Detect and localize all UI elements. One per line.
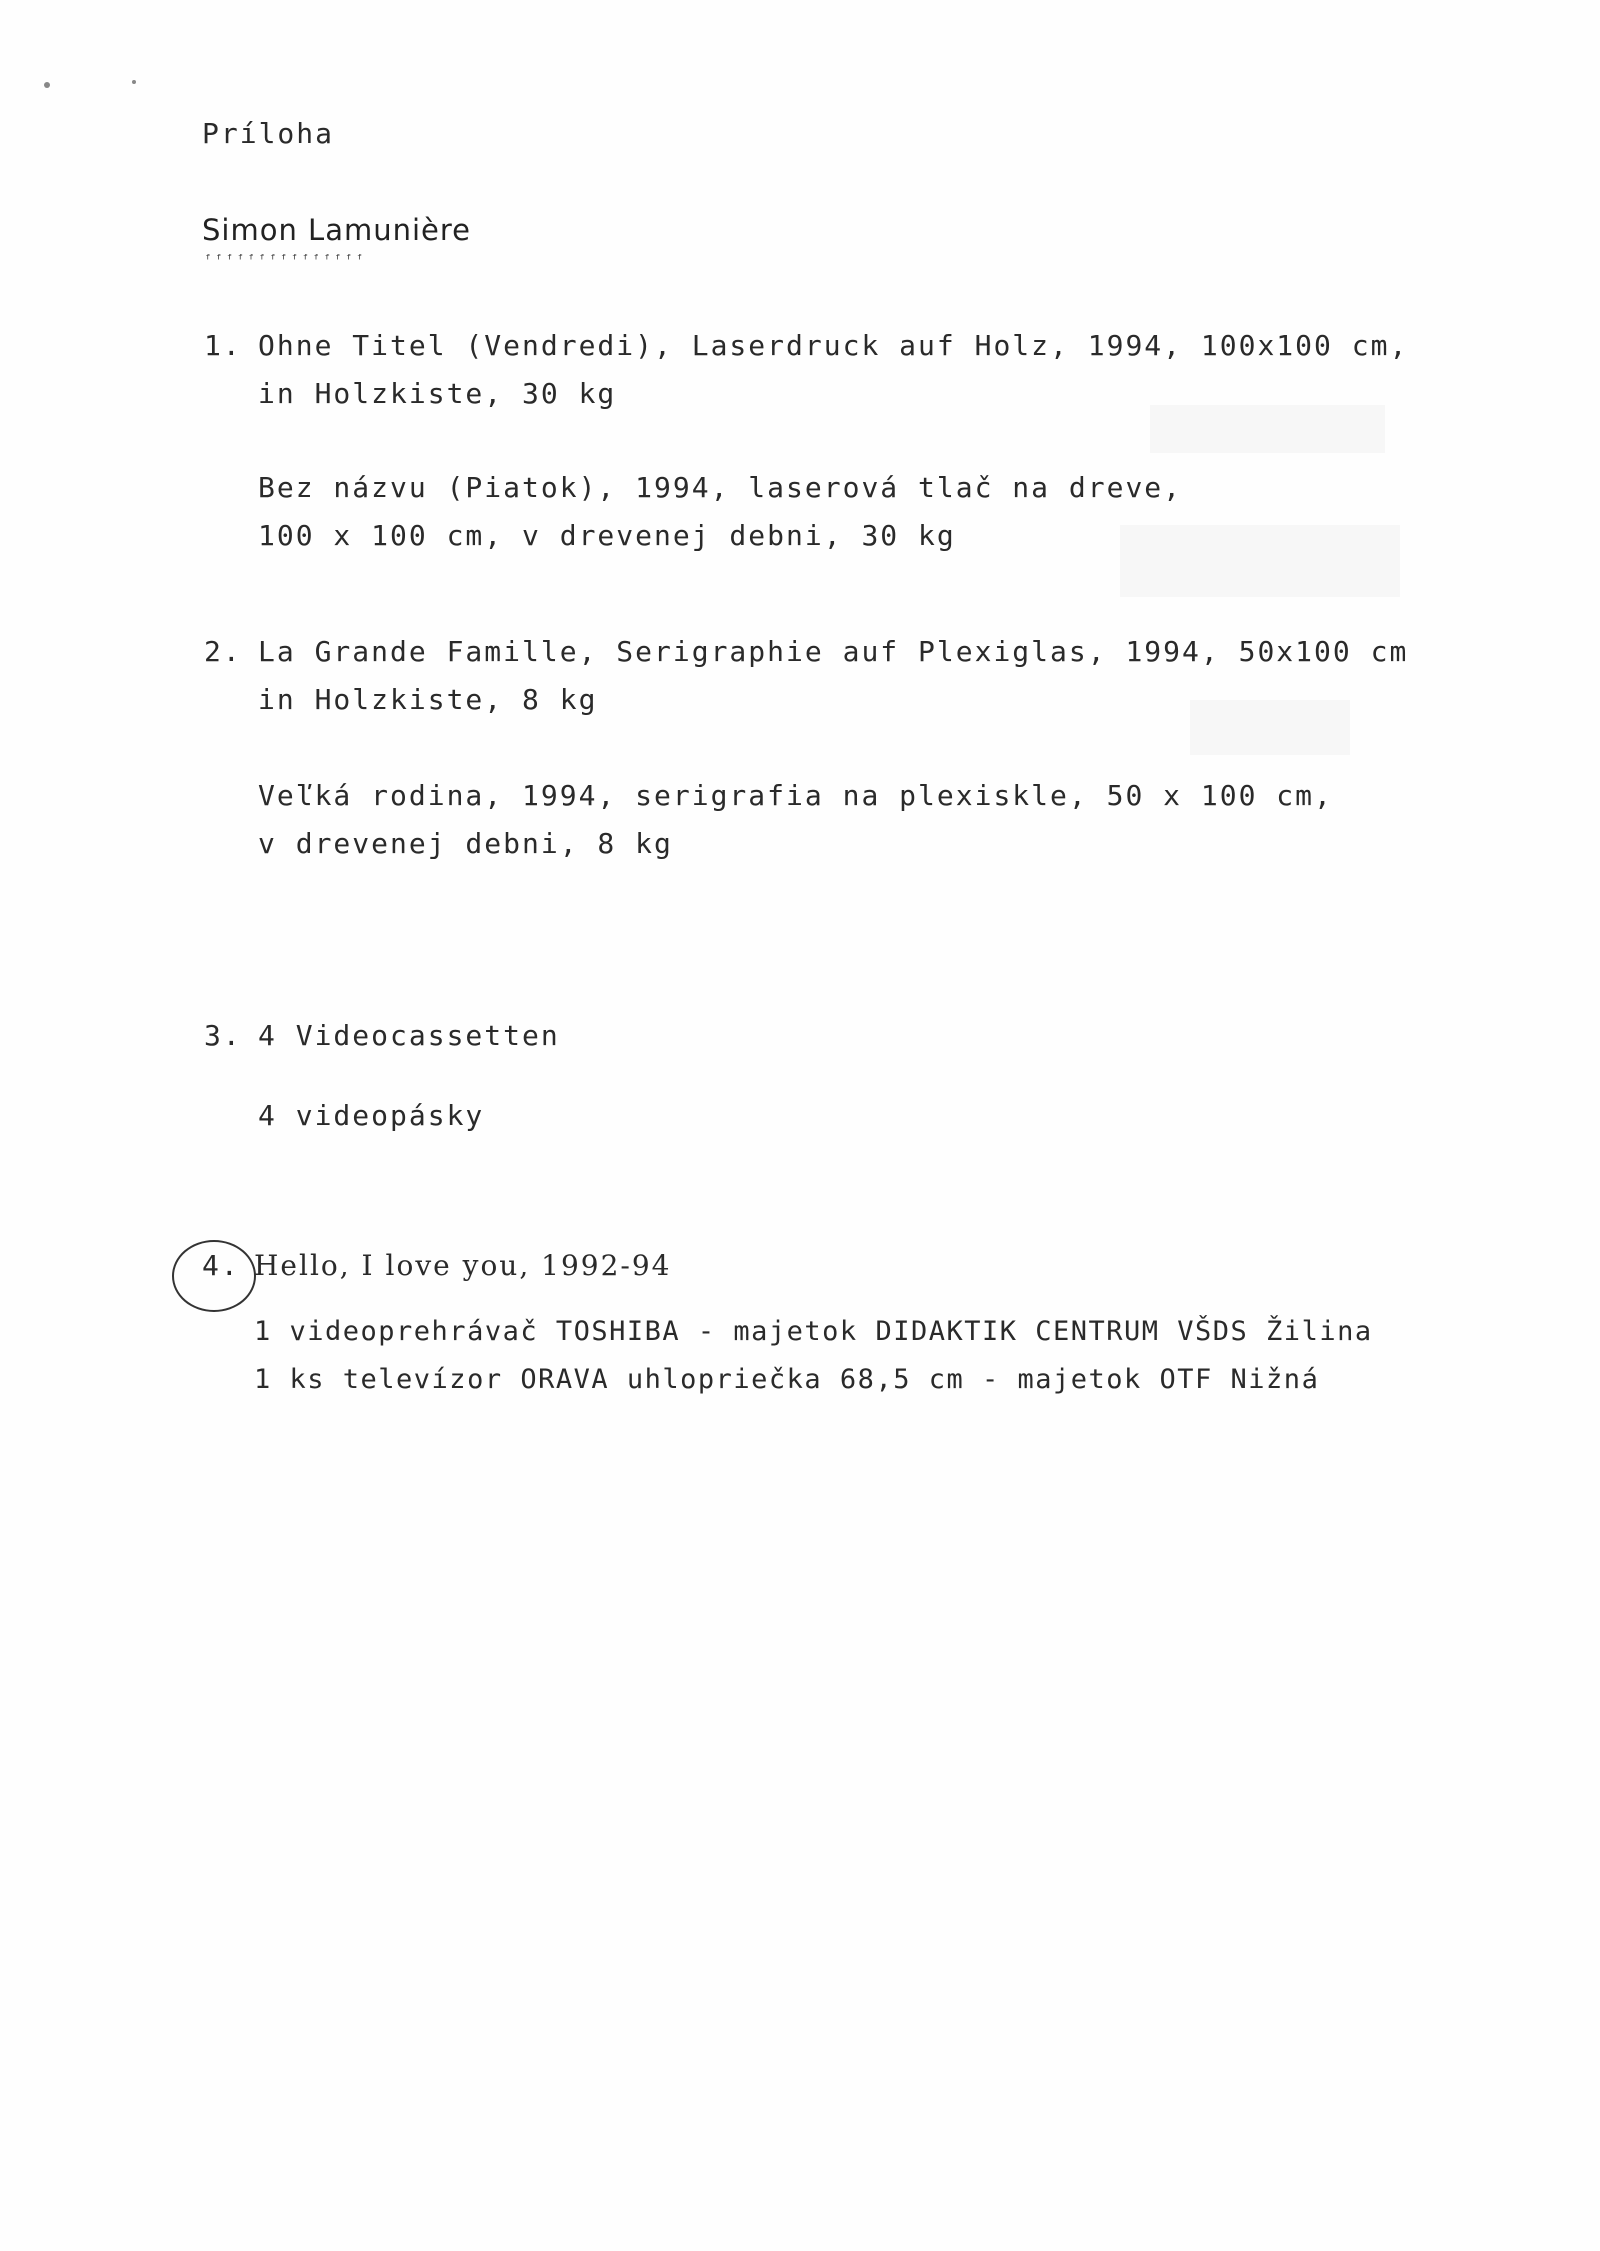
item-slovak-line: 100 x 100 cm, v drevenej debni, 30 kg	[258, 519, 956, 552]
item-german-line: 4 Videocassetten	[258, 1019, 560, 1052]
item-number: 3.	[204, 1019, 242, 1052]
artist-name: Simon Lamunière	[202, 213, 472, 247]
item-slovak-line: Bez názvu (Piatok), 1994, laserová tlač na dreve,	[258, 471, 1183, 504]
scan-speck	[132, 80, 136, 84]
item-german-line: in Holzkiste, 30 kg	[258, 377, 617, 410]
scan-speck	[44, 82, 50, 88]
item-title-line: Hello, I love you, 1992-94	[254, 1249, 672, 1282]
item-number: 1.	[204, 329, 242, 362]
item-german-line: in Holzkiste, 8 kg	[258, 683, 598, 716]
attachment-label: Príloha	[202, 117, 335, 150]
item-detail-line: 1 ks televízor ORAVA uhlopriečka 68,5 cm - majetok OTF Nižná	[254, 1364, 1320, 1395]
item-detail-line: 1 videoprehrávač TOSHIBA - majetok DIDAKTIK CENTRUM VŠDS Žilina	[254, 1316, 1373, 1347]
artist-name-underline: ᶠᶠᶠᶠᶠᶠᶠᶠᶠᶠᶠᶠᶠᶠᶠ	[204, 253, 367, 268]
scan-smudge	[1190, 700, 1350, 755]
item-slovak-line: v drevenej debni, 8 kg	[258, 827, 673, 860]
item-slovak-line: Veľká rodina, 1994, serigrafia na plexiskle, 50 x 100 cm,	[258, 779, 1333, 812]
item-slovak-line: 4 videopásky	[258, 1099, 485, 1132]
scan-smudge	[1150, 405, 1385, 453]
item-number: 4.	[202, 1249, 240, 1282]
item-number: 2.	[204, 635, 242, 668]
item-german-line: La Grande Famille, Serigraphie auf Plexiglas, 1994, 50x100 cm	[258, 635, 1409, 668]
scan-smudge	[1120, 525, 1400, 597]
item-german-line: Ohne Titel (Vendredi), Laserdruck auf Holz, 1994, 100x100 cm,	[258, 329, 1409, 362]
